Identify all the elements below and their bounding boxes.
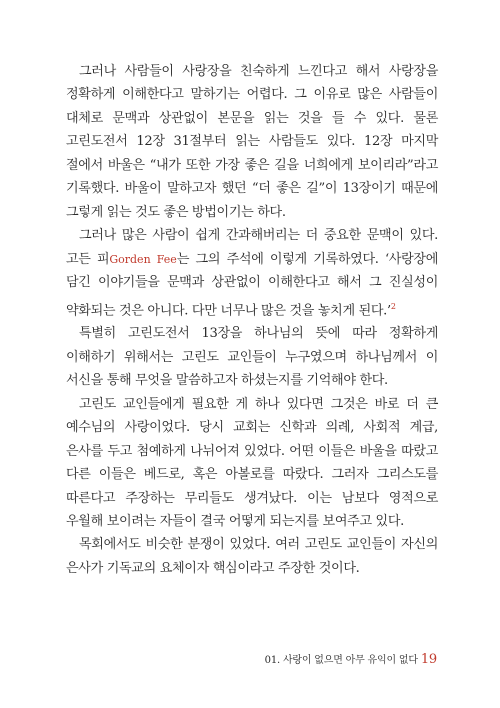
chapter-title: 01. 사랑이 없으면 아무 유익이 없다 bbox=[264, 655, 418, 666]
paragraph-4: 고린도 교인들에게 필요한 게 하나 있다면 그것은 바로 더 큰 예수님의 사랑이었다. 당시 교회는 신학과 의례, 사회적 계급, 은사를 두고 첨예하게 나뉘어져 있었다. 어떤 이들은 바울을 따랐고 다른 이들은 베드로, 혹은 아볼로를 따랐다. 그러자 그리스도를 따른다고 주장하는 무리들도 생겨났다. 이는 남보다 영적으로 우월해 보이려는 자들이 결국 어떻게 되는지를 보여주고 있다. bbox=[66, 396, 438, 529]
paragraph-2-text-before: 그러나 많은 사람이 쉽게 간과해버리는 더 중요한 문맥이 있다. 고든 피 bbox=[66, 228, 438, 267]
footnote-marker[interactable]: 2 bbox=[390, 301, 396, 311]
paragraph-5: 목회에서도 비슷한 분쟁이 있었다. 여러 고린도 교인들이 자신의 은사가 기독교의 요체이자 핵심이라고 주장한 것이다. bbox=[66, 537, 438, 576]
author-name-english: Gorden Fee bbox=[109, 252, 177, 266]
body-text bbox=[66, 60, 438, 580]
page-number: 19 bbox=[420, 652, 437, 667]
paragraph-2-text-after: 는 그의 주석에 이렇게 기록하였다. ‘사랑장에 담긴 이야기들을 문맥과 상관없이 이해한다고 해서 그 진실성이 약화되는 것은 아니다. 다만 너무나 많은 것을 놓치게 된다.’ bbox=[66, 251, 439, 318]
page-footer bbox=[265, 651, 437, 667]
paragraph-2 bbox=[66, 224, 438, 322]
paragraph-1: 그러나 사람들이 사랑장을 친숙하게 느낀다고 해서 사랑장을 정확하게 이해한다고 말하기는 어렵다. 그 이유로 많은 사람들이 대체로 문맥과 상관없이 본문을 읽는 것을 들 수 있다. 물론 고린도전서 12장 31절부터 읽는 사람들도 있다. 12장 마지막 절에서 바울은 “내가 또한 가장 좋은 길을 너희에게 보이리라”라고 기록했다. 바울이 말하고자 했던 “더 좋은 길”이 13장이기 때문에 그렇게 읽는 것도 좋은 방법이기는 하다. bbox=[66, 64, 438, 220]
paragraph-3: 특별히 고린도전서 13장을 하나님의 뜻에 따라 정확하게 이해하기 위해서는 고린도 교인들이 누구였으며 하나님께서 이 서신을 통해 무엇을 말씀하고자 하셨는지를 기억해야 한다. bbox=[66, 326, 438, 389]
